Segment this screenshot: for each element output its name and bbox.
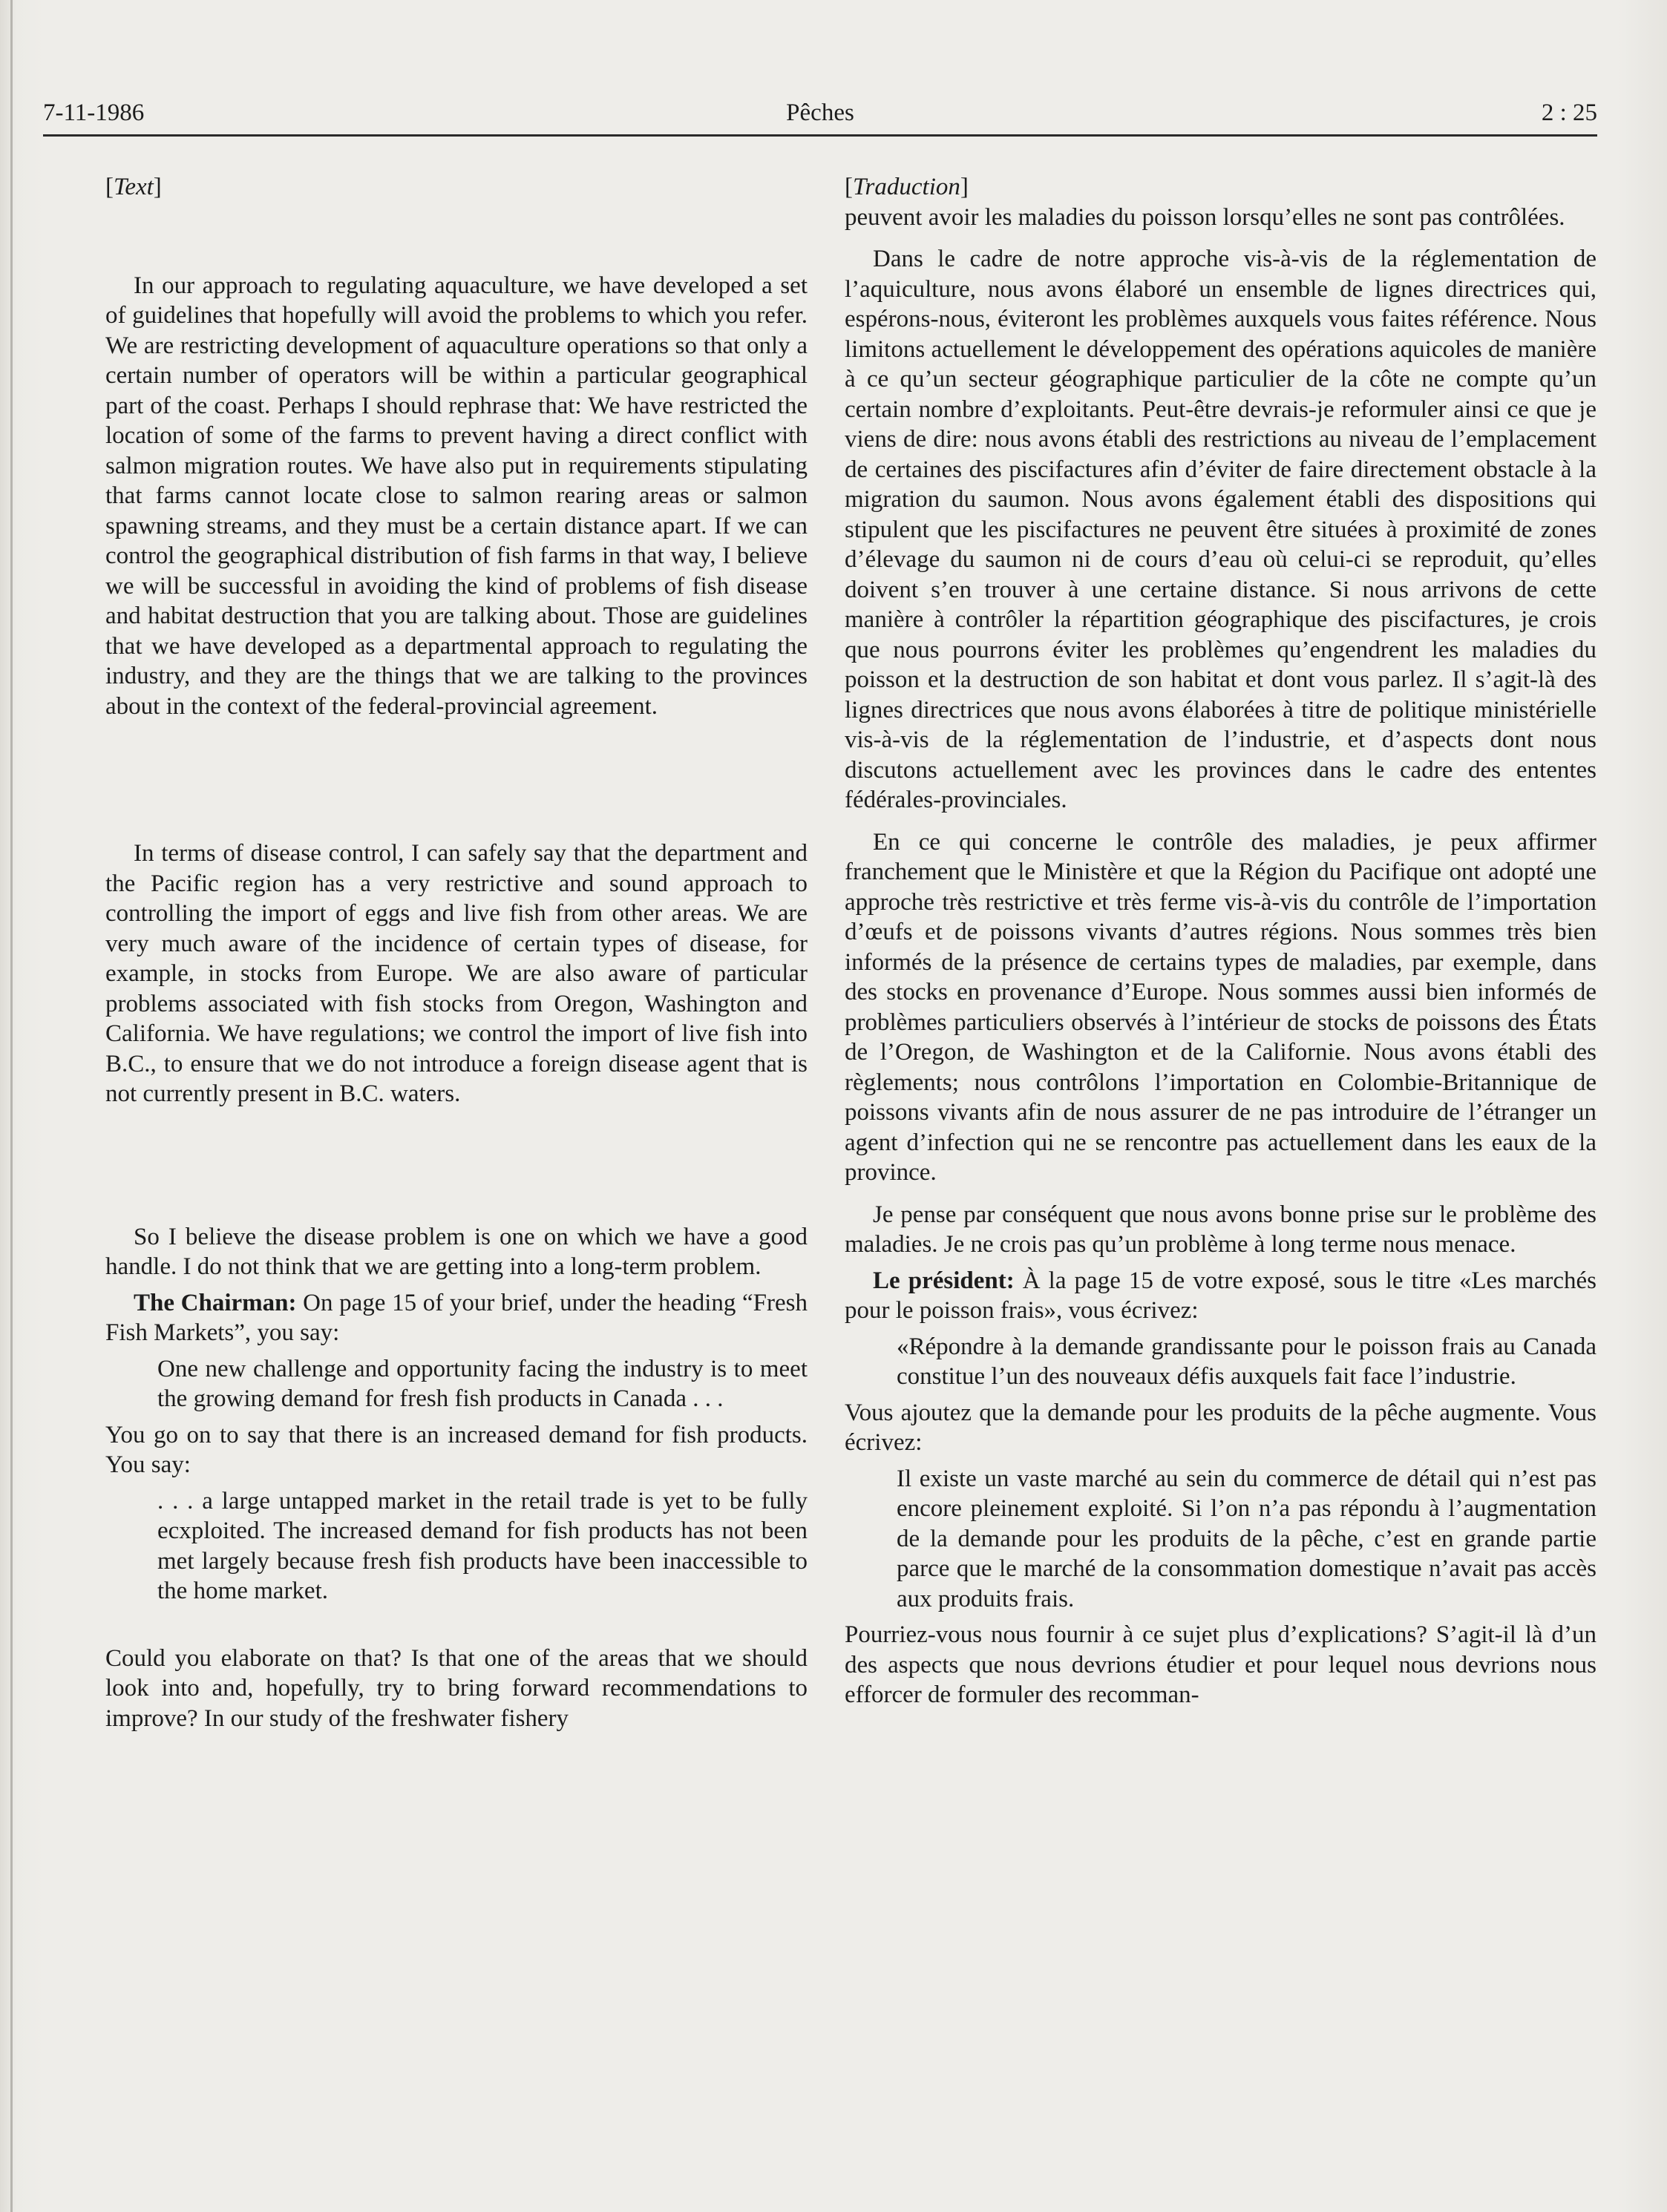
french-column	[845, 172, 1596, 1710]
paragraph-aquaculture-fr: Dans le cadre de notre approche vis-à-vis de la réglementation de l’aquiculture, nous avons élaboré un ensemble de lignes directrices qui, espérons-nous, éviteront les problèmes auxquels vous faites référence. Nous limitons actuellement le développement des opérations aquicoles de manière à ce qu’un secteur géographique particulier de la côte ne compte qu’un certain nombre d’exploitants. Peut-être devrais-je reformuler ainsi ce que je viens de dire: nous avons établi des restrictions au niveau de l’emplacement de certaines des piscifactures afin d’éviter de faire directement obstacle à la migration du saumon. Nous avons également établi des dispositions qui stipulent que les piscifactures ne peuvent être situées à proximité de zones d’élevage du saumon ni de cours d’eau où celui-ci se reproduit, qu’elles doivent s’en trouver à une certaine distance. Si nous arrivons de cette manière à contrôler la répartition géographique des piscifactures, je crois que nous pourrons éviter les problèmes qu’engendrent les maladies du poisson et la destruction de son habitat et dont vous parlez. Il s’agit-là des lignes directrices que nous avons élaborées à titre de politique ministérielle vis-à-vis de la réglementation de l’industrie, et d’aspects dont nous discutons actuellement avec les provinces dans le cadre des ententes fédérales-provinciales.	[845, 246, 1596, 813]
chairman-text: On page 15 of your brief, under the heading “Fresh Fish Markets”, you say:	[105, 1289, 808, 1346]
header-page-number: 2 : 25	[1541, 99, 1597, 126]
paragraph-chairman-en	[105, 1288, 808, 1348]
paragraph-disease-handle-fr: Je pense par conséquent que nous avons bonne prise sur le problème des maladies. Je ne crois pas qu’un problème à long terme nous menace.	[845, 1201, 1596, 1258]
language-tag-traduction	[845, 172, 1596, 203]
paragraph-president-fr	[845, 1266, 1596, 1326]
bracket-open: [	[845, 174, 853, 200]
bracket-close: ]	[153, 174, 162, 200]
language-tag-text	[105, 172, 808, 203]
running-head	[43, 96, 1597, 134]
speaker-chairman: The Chairman:	[134, 1289, 297, 1316]
header-date: 7-11-1986	[43, 99, 145, 126]
paragraph-disease-control-fr: En ce qui concerne le contrôle des maladies, je peux affirmer franchement que le Ministère et que la Région du Pacifique ont adopté une approche très restrictive et très ferme vis-à-vis du contrôle de l’importation d’œufs et de poissons vivants d’autres régions. Nous sommes très bien informés de la présence de certains types de maladies, par exemple, dans des stocks en provenance d’Europe. Nous sommes aussi bien informés de problèmes particuliers observés à l’intérieur de stocks de poissons des États de l’Oregon, de Washington et de la Californie. Nous avons établi des règlements; nous contrôlons l’importation en Colombie-Britannique de poissons vivants afin de nous assurer de ne pas introduire de l’étranger un agent d’infection qui ne se rencontre pas actuellement dans les eaux de la province.	[845, 828, 1596, 1186]
speaker-president: Le président:	[873, 1267, 1015, 1294]
paragraph-aquaculture-en: In our approach to regulating aquaculture, we have developed a set of guidelines that hopefully will avoid the problems to which you refer. We are restricting development of aquaculture operations so that only a certain number of operators will be within a particular geographical part of the coast. Perhaps I should rephrase that: We have restricted the location of some of the farms to prevent having a direct conflict with salmon migration routes. We have also put in requirements stipulating that farms cannot locate close to salmon rearing areas or salmon spawning streams, and they must be a certain distance apart. If we can control the geographical distribution of fish farms in that way, I believe we will be successful in avoiding the kind of problems of fish disease and habitat destruction that you are talking about. Those are guidelines that we have developed as a departmental approach to regulating the industry, and they are the things that we are talking to the provinces about in the context of the federal-provincial agreement.	[105, 272, 808, 720]
quote-challenge-en: One new challenge and opportunity facing the industry is to meet the growing demand for fresh fish products in Canada . . .	[157, 1355, 808, 1412]
english-column	[105, 172, 808, 1733]
bracket-open: [	[105, 174, 114, 200]
language-word: Text	[114, 174, 154, 200]
paragraph-continuation-fr: peuvent avoir les maladies du poisson lorsqu’elles ne sont pas contrôlées.	[845, 203, 1565, 231]
bracket-close: ]	[960, 174, 969, 200]
paragraph-disease-control-en: In terms of disease control, I can safely say that the department and the Pacific region has a very restrictive and sound approach to controlling the import of eggs and live fish from other areas. We are very much aware of the incidence of certain types of disease, for example, in stocks from Europe. We are also aware of particular problems associated with fish stocks from Oregon, Washington and California. We have regulations; we control the import of live fish into B.C., to ensure that we do not introduce a foreign disease agent that is not currently present in B.C. waters.	[105, 840, 808, 1107]
paragraph-elaborate-fr: Pourriez-vous nous fournir à ce sujet plus d’explications? S’agit-il là d’un des aspects que nous devrions étudier et pour lequel nous devrions nous efforcer de formuler des recomman-	[845, 1621, 1596, 1708]
paragraph-increased-demand-fr: Vous ajoutez que la demande pour les produits de la pêche augmente. Vous écrivez:	[845, 1399, 1596, 1456]
president-text: À la page 15 de votre exposé, sous le titre «Les marchés pour le poisson frais», vous écrivez:	[845, 1267, 1596, 1324]
header-rule	[43, 134, 1597, 137]
header-title: Pêches	[786, 99, 854, 126]
paragraph-increased-demand-en: You go on to say that there is an increased demand for fish products. You say:	[105, 1421, 808, 1478]
quote-untapped-market-en: . . . a large untapped market in the retail trade is yet to be fully ecxploited. The increased demand for fish products has not been met largely because fresh fish products have been inaccessible to the home market.	[157, 1487, 808, 1604]
paragraph-elaborate-en: Could you elaborate on that? Is that one of the areas that we should look into and, hopefully, try to bring forward recommendations to improve? In our study of the freshwater fishery	[105, 1644, 808, 1732]
quote-untapped-market-fr: Il existe un vaste marché au sein du commerce de détail qui n’est pas encore pleinement exploité. Si l’on n’a pas répondu à l’augmentation de la demande pour les produits de la pêche, c’est en grande partie parce que le marché de la consommation domestique n’avait pas accès aux produits frais.	[897, 1465, 1596, 1612]
quote-challenge-fr: «Répondre à la demande grandissante pour le poisson frais au Canada constitue l’un des nouveaux défis auxquels fait face l’industrie.	[897, 1333, 1596, 1390]
binding-edge	[10, 0, 13, 2212]
paragraph-disease-handle-en: So I believe the disease problem is one on which we have a good handle. I do not think that we are getting into a long-term problem.	[105, 1223, 808, 1280]
language-word: Traduction	[853, 174, 960, 200]
